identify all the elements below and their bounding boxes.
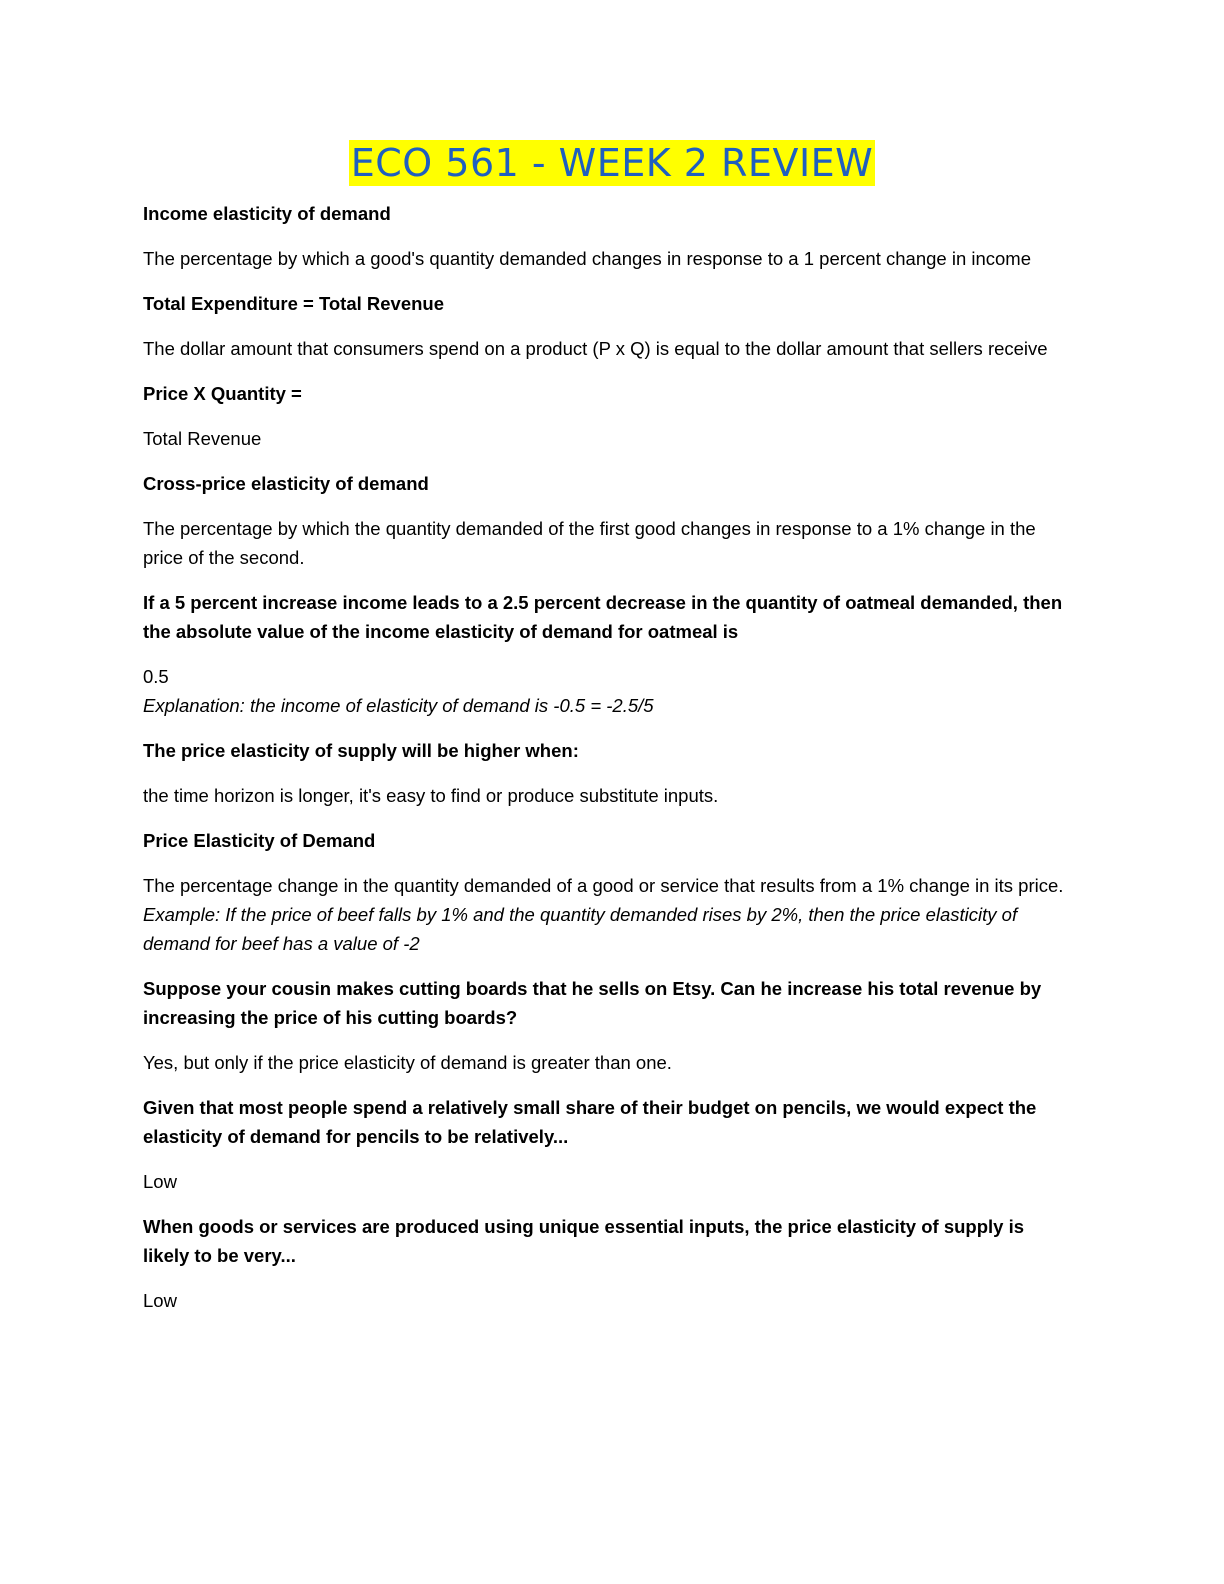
question-2: Total Expenditure = Total Revenue (143, 293, 445, 314)
answer-2: The dollar amount that consumers spend on a product (P x Q) is equal to the dollar amount that sellers receive (143, 338, 1048, 359)
question-3: Price X Quantity = (143, 383, 302, 404)
review-content (143, 199, 1073, 1331)
question-6: The price elasticity of supply will be higher when: (143, 740, 579, 761)
answer-10: Low (143, 1290, 177, 1311)
question-1: Income elasticity of demand (143, 203, 391, 224)
answer-7: The percentage change in the quantity demanded of a good or service that results from a 1% change in its price. (143, 875, 1064, 896)
answer-3: Total Revenue (143, 428, 262, 449)
answer-9: Low (143, 1171, 177, 1192)
example-7: Example: If the price of beef falls by 1% and the quantity demanded rises by 2%, then the price elasticity of demand for beef has a value of -2 (143, 904, 1018, 954)
document-title: ECO 561 - WEEK 2 REVIEW (350, 141, 874, 185)
answer-5: 0.5 (143, 666, 169, 687)
answer-8: Yes, but only if the price elasticity of demand is greater than one. (143, 1052, 672, 1073)
question-4: Cross-price elasticity of demand (143, 473, 429, 494)
question-5: If a 5 percent increase income leads to a 2.5 percent decrease in the quantity of oatmeal demanded, then the absolute value of the income elasticity of demand for oatmeal is (143, 592, 1063, 642)
question-7: Price Elasticity of Demand (143, 830, 376, 851)
question-8: Suppose your cousin makes cutting boards that he sells on Etsy. Can he increase his total revenue by increasing the price of his cutting boards? (143, 978, 1042, 1028)
title-container (0, 140, 1224, 186)
answer-1: The percentage by which a good's quantity demanded changes in response to a 1 percent change in income (143, 248, 1032, 269)
question-9: Given that most people spend a relatively small share of their budget on pencils, we would expect the elasticity of demand for pencils to be relatively... (143, 1097, 1037, 1147)
question-10: When goods or services are produced using unique essential inputs, the price elasticity of supply is likely to be very... (143, 1216, 1025, 1266)
answer-4: The percentage by which the quantity demanded of the first good changes in response to a 1% change in the price of the second. (143, 518, 1036, 568)
explanation-5: Explanation: the income of elasticity of demand is -0.5 = -2.5/5 (143, 695, 654, 716)
answer-6: the time horizon is longer, it's easy to find or produce substitute inputs. (143, 785, 719, 806)
